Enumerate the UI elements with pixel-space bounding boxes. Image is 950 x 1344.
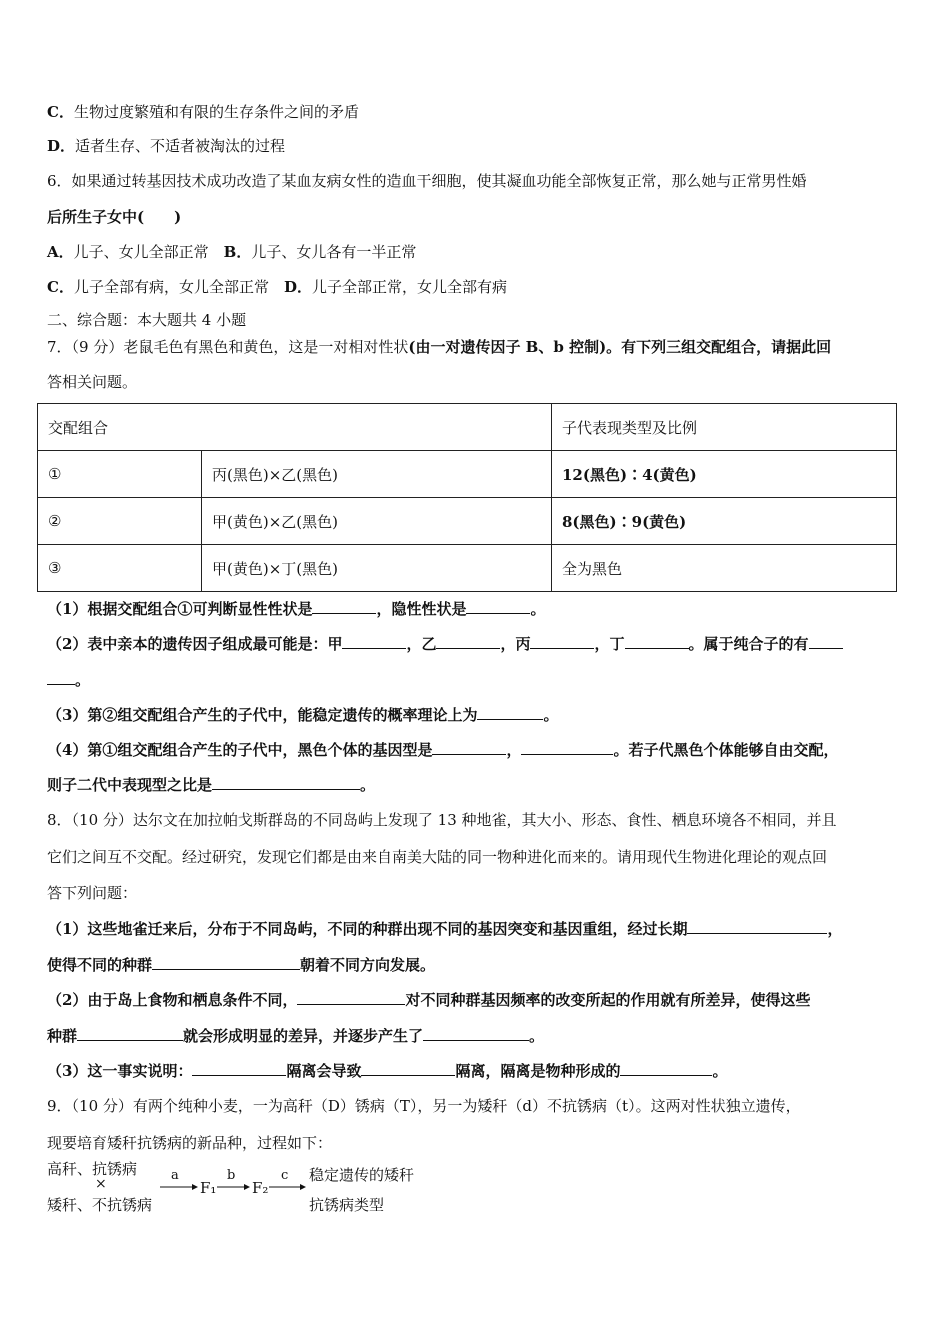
q8-stem-line2: 它们之间互不交配。经过研究，发现它们都是由来自南美大陆的同一物种进化而来的。请用现代生物进化理论的观点回 xyxy=(47,848,828,866)
step-c-label: c xyxy=(281,1168,289,1183)
answer-blank[interactable] xyxy=(192,1060,286,1076)
answer-blank[interactable] xyxy=(466,598,530,614)
q7-sub2: （2）表中亲本的遗传因子组成最可能是：甲 ，乙 ，丙 ，丁 。属于纯合子的有 xyxy=(47,633,843,654)
answer-blank[interactable] xyxy=(77,1025,183,1041)
q5-option-d: D．适者生存、不适者被淘汰的过程 xyxy=(47,137,286,155)
q7-sub2-cont: 。 xyxy=(47,669,90,690)
answer-blank[interactable] xyxy=(530,633,594,649)
step-a-label: a xyxy=(171,1168,179,1183)
table-cell-result: 全为黑色 xyxy=(552,545,897,592)
answer-blank[interactable] xyxy=(432,739,506,755)
cross-table xyxy=(37,403,897,592)
answer-blank[interactable] xyxy=(212,774,360,790)
answer-blank[interactable] xyxy=(809,633,843,649)
answer-blank[interactable] xyxy=(342,633,406,649)
q6-options-ab: A．儿子、女儿全部正常 B．儿子、女儿各有一半正常 xyxy=(47,243,417,261)
answer-blank[interactable] xyxy=(47,669,75,685)
q7-sub1: （1）根据交配组合①可判断显性性状是 ，隐性性状是 。 xyxy=(47,600,546,618)
q7-sub4: （4）第①组交配组合产生的子代中，黑色个体的基因型是 ， 。若子代黑色个体能够自由交配， xyxy=(47,741,839,759)
table-cell-id: ② xyxy=(38,498,202,545)
result-label-line1: 稳定遗传的矮秆 xyxy=(309,1166,415,1184)
table-header-row xyxy=(38,404,897,451)
answer-blank[interactable] xyxy=(620,1060,712,1076)
breeding-diagram xyxy=(47,1158,447,1218)
table-cell-id: ① xyxy=(38,451,202,498)
step-b-label: b xyxy=(227,1168,236,1183)
q6-stem-line1: 6．如果通过转基因技术成功改造了某血友病女性的造血干细胞，使其凝血功能全部恢复正常，那么她与正常男性婚 xyxy=(47,172,807,190)
section-heading: 二、综合题：本大题共 4 小题 xyxy=(47,311,247,329)
q7-sub3: （3）第②组交配组合产生的子代中，能稳定遗传的概率理论上为 。 xyxy=(47,706,559,724)
table-row xyxy=(38,498,897,545)
q5-option-c: C．生物过度繁殖和有限的生存条件之间的矛盾 xyxy=(47,103,359,121)
answer-blank[interactable] xyxy=(312,598,376,614)
q9-stem-line1: 9．（10 分）有两个纯种小麦，一为高秆（D）锈病（T），另一为矮秆（d）不抗锈病（t）。这两对性状独立遗传， xyxy=(47,1097,801,1115)
q7-stem-line2: 答相关问题。 xyxy=(47,373,138,391)
q8-sub2-cont: 种群 就会形成明显的差异，并逐步产生了 。 xyxy=(47,1027,545,1045)
table-cell-cross: 丙(黑色)×乙(黑色) xyxy=(202,451,552,498)
q8-stem-line3: 答下列问题： xyxy=(47,884,138,902)
f1-label: F₁ xyxy=(200,1179,217,1197)
q7-stem-line1: 7．（9 分）老鼠毛色有黑色和黄色，这是一对相对性状(由一对遗传因子 B、b 控制)。有下列三组交配组合，请据此回 xyxy=(47,338,832,356)
answer-blank[interactable] xyxy=(477,704,543,720)
answer-blank[interactable] xyxy=(687,918,827,934)
arrow-a-head xyxy=(192,1184,198,1190)
q6-stem-line2: 后所生子女中( ) xyxy=(47,208,182,226)
answer-blank[interactable] xyxy=(152,954,300,970)
answer-blank[interactable] xyxy=(423,1025,529,1041)
q8-stem-line1: 8．（10 分）达尔文在加拉帕戈斯群岛的不同岛屿上发现了 13 种地雀，其大小、形态、食性、栖息环境各不相同，并且 xyxy=(47,811,837,829)
q8-sub2: （2）由于岛上食物和栖息条件不同， 对不同种群基因频率的改变所起的作用就有所差异，使得这些 xyxy=(47,991,811,1009)
table-cell-result: 12(黑色)∶4(黄色) xyxy=(552,451,897,498)
q8-sub1-cont: 使得不同的种群 朝着不同方向发展。 xyxy=(47,956,436,974)
table-row xyxy=(38,451,897,498)
answer-blank[interactable] xyxy=(625,633,689,649)
q8-sub3: （3）这一事实说明： 隔离会导致 隔离，隔离是物种形成的 。 xyxy=(47,1062,728,1080)
table-cell-cross: 甲(黄色)×乙(黑色) xyxy=(202,498,552,545)
result-label-line2: 抗锈病类型 xyxy=(309,1196,385,1214)
arrow-c-head xyxy=(300,1184,306,1190)
f2-label: F₂ xyxy=(252,1179,269,1197)
table-row xyxy=(38,545,897,592)
q6-options-cd: C．儿子全部有病，女儿全部正常 D．儿子全部正常，女儿全部有病 xyxy=(47,278,507,296)
q9-stem-line2: 现要培育矮秆抗锈病的新品种，过程如下： xyxy=(47,1134,333,1152)
arrow-b-head xyxy=(244,1184,250,1190)
q8-sub1: （1）这些地雀迁来后，分布于不同岛屿，不同的种群出现不同的基因突变和基因重组，经过长期 ， xyxy=(47,920,843,938)
answer-blank[interactable] xyxy=(361,1060,455,1076)
table-cell-id: ③ xyxy=(38,545,202,592)
table-header-right: 子代表现类型及比例 xyxy=(552,404,897,451)
q7-sub4-cont: 则子二代中表现型之比是 。 xyxy=(47,776,376,794)
parent2-label: 矮秆、不抗锈病 xyxy=(47,1196,153,1214)
table-cell-result: 8(黑色)∶9(黄色) xyxy=(552,498,897,545)
answer-blank[interactable] xyxy=(297,989,405,1005)
answer-blank[interactable] xyxy=(436,633,500,649)
table-cell-cross: 甲(黄色)×丁(黑色) xyxy=(202,545,552,592)
parent1-label: 高秆、抗锈病 xyxy=(47,1160,138,1178)
table-header-left: 交配组合 xyxy=(38,404,552,451)
answer-blank[interactable] xyxy=(521,739,613,755)
cross-symbol: × xyxy=(95,1176,107,1192)
